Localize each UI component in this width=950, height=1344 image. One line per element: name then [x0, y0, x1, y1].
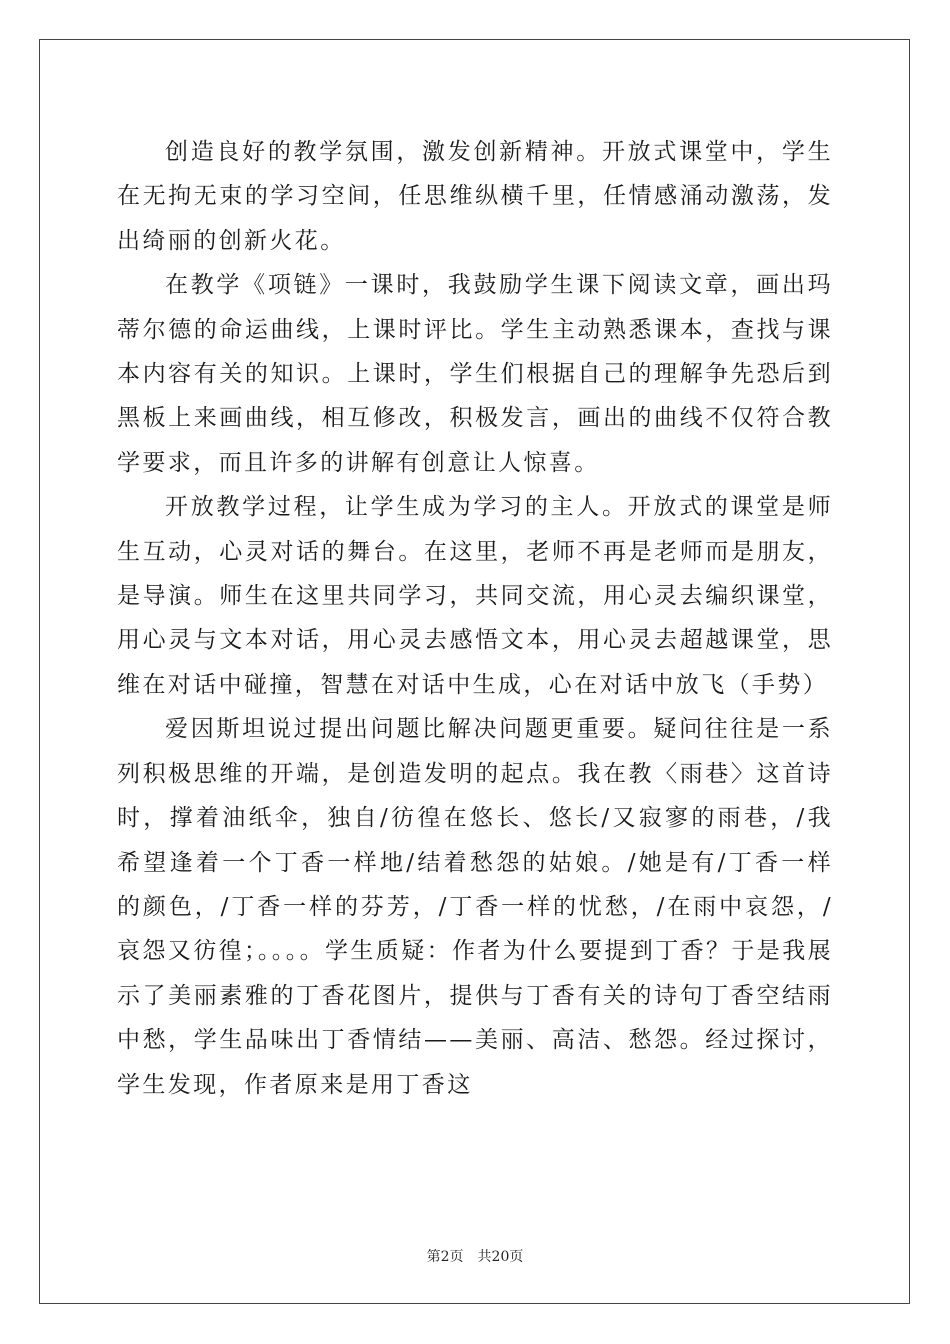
page-footer [0, 1246, 950, 1266]
page-number: 第2页 [426, 1249, 464, 1265]
paragraph-1: 创造良好的教学氛围，激发创新精神。开放式课堂中，学生在无拘无束的学习空间，任思维纵横千里，任情感涌动激荡，发出绮丽的创新火花。 [117, 139, 833, 254]
page-total: 共20页 [477, 1249, 524, 1265]
paragraph-3: 开放教学过程，让学生成为学习的主人。开放式的课堂是师生互动，心灵对话的舞台。在这里，老师不再是老师而是朋友，是导演。师生在这里共同学习，共同交流，用心灵去编织课堂，用心灵与文本对话，用心灵去感悟文本，用心灵去超越课堂，思维在对话中碰撞，智慧在对话中生成，心在对话中放飞（手势） [117, 494, 833, 698]
document-body [117, 130, 833, 1107]
paragraph-4: 爱因斯坦说过提出问题比解决问题更重要。疑问往往是一系列积极思维的开端，是创造发明的起点。我在教〈雨巷〉这首诗时，撑着油纸伞，独自/彷徨在悠长、悠长/又寂寥的雨巷，/我希望逢着一个丁香一样地/结着愁怨的姑娘。/她是有/丁香一样的颜色，/丁香一样的芬芳，/丁香一样的忧愁，/在雨中哀怨，/哀怨又彷徨；。。。。学生质疑：作者为什么要提到丁香？于是我展示了美丽素雅的丁香花图片，提供与丁香有关的诗句丁香空结雨中愁，学生品味出丁香情结——美丽、高洁、愁怨。经过探讨，学生发现，作者原来是用丁香这 [117, 716, 833, 1098]
paragraph-2: 在教学《项链》一课时，我鼓励学生课下阅读文章，画出玛蒂尔德的命运曲线，上课时评比。学生主动熟悉课本，查找与课本内容有关的知识。上课时，学生们根据自己的理解争先恐后到黑板上来画曲线，相互修改，积极发言，画出的曲线不仅符合教学要求，而且许多的讲解有创意让人惊喜。 [117, 272, 833, 476]
